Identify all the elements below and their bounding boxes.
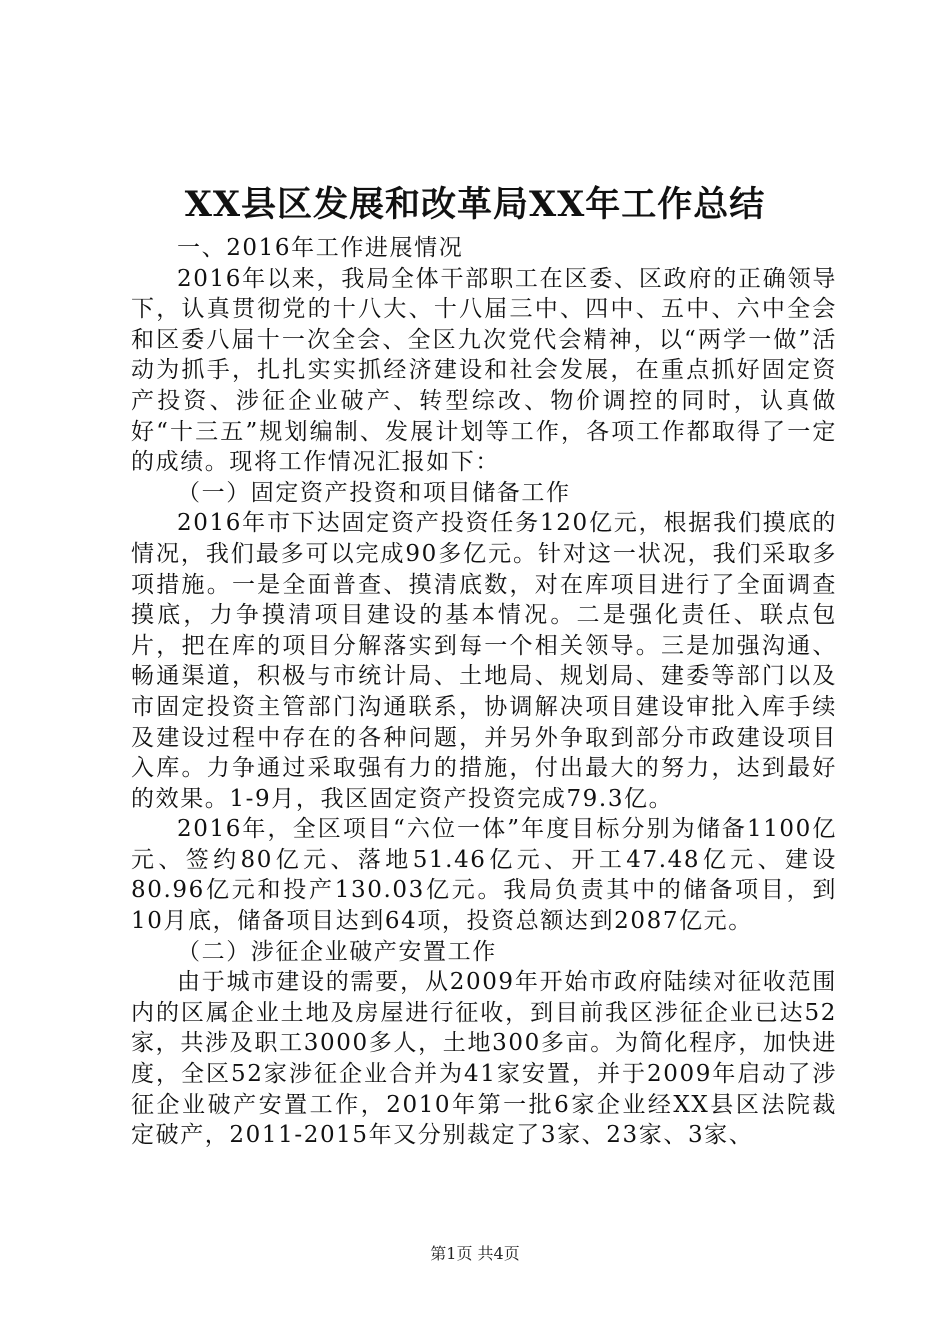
subsection-heading: （二）涉征企业破产安置工作 <box>177 938 497 965</box>
page-footer: 第1页 共4页 <box>430 1244 520 1263</box>
section-heading: 一、2016年工作进展情况 <box>177 235 464 261</box>
document-body <box>131 233 837 1151</box>
paragraph: 2016年市下达固定资产投资任务120亿元，根据我们摸底的情况，我们最多可以完成90多亿元。针对这一状况，我们采取多项措施。一是全面普查、摸清底数，对在库项目进行了全面调查摸底，力争摸清项目建设的基本情况。二是强化责任、联点包片，把在库的项目分解落实到每一个相关领导。三是加强沟通、畅通渠道，积极与市统计局、土地局、规划局、建委等部门以及市固定投资主管部门沟通联系，协调解决项目建设审批入库手续及建设过程中存在的各种问题，并另外争取到部分市政建设项目入库。力争通过采取强有力的措施，付出最大的努力，达到最好的效果。1-9月，我区固定资产投资完成79.3亿。 <box>131 510 837 812</box>
paragraph: 2016年以来，我局全体干部职工在区委、区政府的正确领导下，认真贯彻党的十八大、十八届三中、四中、五中、六中全会和区委八届十一次全会、全区九次党代会精神，以“两学一做”活动为抓手，扎扎实实抓经济建设和社会发展，在重点抓好固定资产投资、涉征企业破产、转型综改、物价调控的同时，认真做好“十三五”规划编制、发展计划等工作，各项工作都取得了一定的成绩。现将工作情况汇报如下： <box>131 265 837 476</box>
document-title: XX县区发展和改革局XX年工作总结 <box>184 184 766 225</box>
paragraph: 2016年，全区项目“六位一体”年度目标分别为储备1100亿元、签约80亿元、落地51.46亿元、开工47.48亿元、建设80.96亿元和投产130.03亿元。我局负责其中的储备项目，到10月底，储备项目达到64项，投资总额达到2087亿元。 <box>131 816 837 935</box>
subsection-heading: （一）固定资产投资和项目储备工作 <box>177 479 571 506</box>
paragraph: 由于城市建设的需要，从2009年开始市政府陆续对征收范围内的区属企业土地及房屋进行征收，到目前我区涉征企业已达52家，共涉及职工3000多人，土地300多亩。为简化程序，加快进度，全区52家涉征企业合并为41家安置，并于2009年启动了涉征企业破产安置工作，2010年第一批6家企业经XX县区法院裁定破产，2011-2015年又分别裁定了3家、23家、3家、 <box>131 969 837 1149</box>
